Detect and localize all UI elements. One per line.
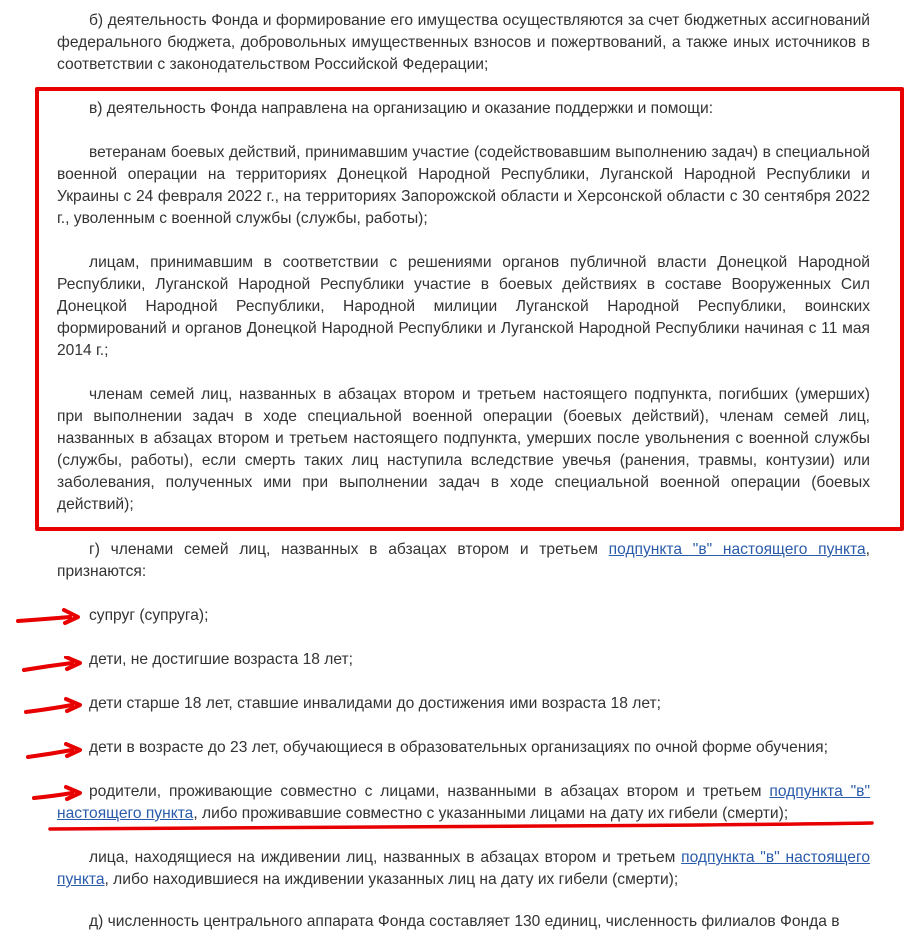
red-arrow-icon bbox=[24, 742, 84, 764]
subpoint-v-link[interactable]: подпункта "в" настоящего пункта bbox=[57, 783, 870, 822]
item-dependents bbox=[57, 847, 870, 891]
red-arrow-icon bbox=[20, 656, 84, 678]
paragraph-v-intro: в) деятельность Фонда направлена на организацию и оказание поддержки и помощи: bbox=[89, 100, 714, 117]
item-children-under-23: дети в возрасте до 23 лет, обучающиеся в образовательных организациях по очной форме обучения; bbox=[89, 739, 828, 756]
paragraph-b: б) деятельность Фонда и формирование его имущества осуществляются за счет бюджетных ассигнований федерального бюджета, добровольных имущественных взносов и пожертвований, а также иных источников в соответствии с законодательством Российской Федерации; bbox=[57, 12, 870, 73]
subpoint-v-link[interactable]: подпункта "в" настоящего пункта bbox=[57, 849, 870, 888]
paragraph-g bbox=[57, 539, 870, 583]
item-spouse: супруг (супруга); bbox=[89, 607, 209, 624]
red-arrow-icon bbox=[22, 697, 84, 719]
red-arrow-icon bbox=[14, 608, 84, 630]
item-children-under-18: дети, не достигшие возраста 18 лет; bbox=[89, 651, 353, 668]
red-underline bbox=[46, 818, 876, 834]
paragraph-v-family: членам семей лиц, названных в абзацах втором и третьем настоящего подпункта, погибших (умерших) при выполнении задач в ходе специальной военной операции (боевых действий), членам семей лиц, названных в абзацах втором и третьем настоящего подпункта, умерших после увольнения с военной службы (службы, работы), если смерть таких лиц наступила вследствие увечья (ранения, травмы, контузии) или заболевания, полученных ими при выполнении задач в ходе специальной военной операции (боевых действий); bbox=[57, 386, 870, 513]
item-parents-text: родители, проживающие совместно с лицами, названными в абзацах втором и третьем bbox=[89, 783, 770, 800]
item-dependents-text: лица, находящиеся на иждивении лиц, названных в абзацах втором и третьем bbox=[89, 849, 682, 866]
subpoint-v-link[interactable]: подпункта "в" настоящего пункта bbox=[608, 541, 866, 558]
paragraph-v-persons: лицам, принимавшим в соответствии с решениями органов публичной власти Донецкой Народной Республики, Луганской Народной Республики участие в боевых действиях в составе Вооруженных Сил Донецкой Народной Республики, Народной милиции Луганской Народной Республики, воинских формирований и органов Донецкой Народной Республики и Луганской Народной Республики начиная с 11 мая 2014 г.; bbox=[57, 254, 870, 359]
paragraph-v-veterans: ветеранам боевых действий, принимавшим участие (содействовавшим выполнению задач) в специальной военной операции на территориях Донецкой Народной Республики, Луганской Народной Республики и Украины с 24 февраля 2022 г., на территориях Запорожской области и Херсонской области с 30 сентября 2022 г., уволенным с военной службы (службы, работы); bbox=[57, 144, 870, 227]
item-children-over-18: дети старше 18 лет, ставшие инвалидами до достижения ими возраста 18 лет; bbox=[89, 695, 661, 712]
paragraph-g-text-end: , признаются: bbox=[57, 541, 870, 580]
paragraph-d: д) численность центрального аппарата Фонда составляет 130 единиц, численность филиалов Фонда в bbox=[89, 913, 840, 930]
red-arrow-icon bbox=[30, 785, 84, 807]
paragraph-g-text: г) членами семей лиц, названных в абзацах втором и третьем bbox=[89, 541, 609, 558]
item-dependents-text-end: , либо находившиеся на иждивении указанных лиц на дату их гибели (смерти); bbox=[104, 871, 679, 888]
item-parents-text-end: , либо проживавшие совместно с указанными лицами на дату их гибели (смерти); bbox=[193, 805, 789, 822]
